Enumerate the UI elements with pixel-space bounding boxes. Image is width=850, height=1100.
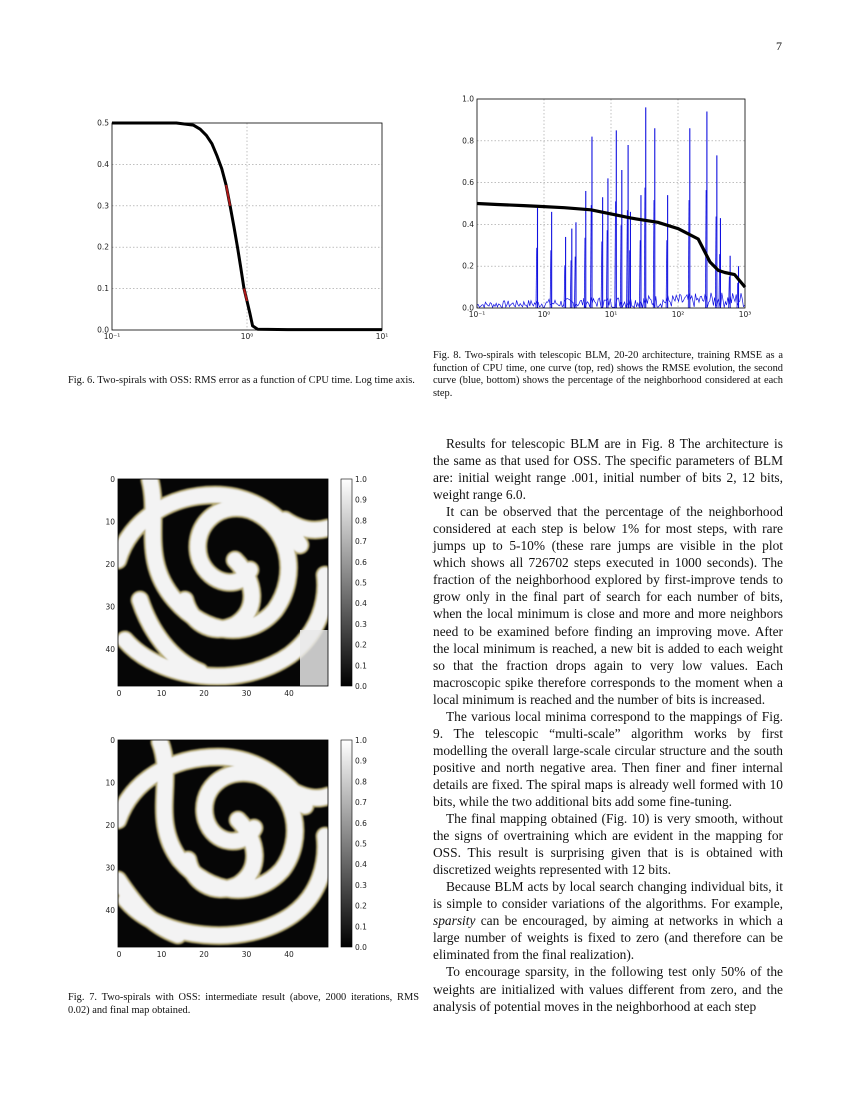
x-tick-label: 40 (284, 950, 294, 959)
colorbar-tick-label: 0.8 (355, 516, 367, 526)
colorbar-tick-label: 0.5 (355, 839, 367, 849)
colorbar-tick-label: 0.7 (355, 798, 367, 808)
y-tick-label: 10 (105, 778, 115, 788)
colorbar-tick-label: 0.4 (355, 860, 367, 870)
paragraph: Because BLM acts by local search changing individual bits, it is simple to consider variations of the algorithms. For example, sparsity can be encouraged, by aiming at networks in which a large number of weights is fixed to zero (and therefore can be eliminated from the final realization). (433, 879, 783, 963)
fig6-caption: Fig. 6. Two-spirals with OSS: RMS error as a function of CPU time. Log time axis. (68, 375, 415, 386)
colorbar-tick-label: 0.0 (355, 682, 367, 691)
y-tick-label: 1.0 (462, 94, 474, 104)
colorbar-tick-label: 0.5 (355, 578, 367, 588)
colorbar-tick-label: 0.9 (355, 756, 367, 766)
colorbar-tick-label: 0.1 (355, 922, 367, 932)
x-tick-label: 10 (156, 950, 167, 959)
y-tick-label: 40 (105, 906, 115, 915)
paragraph: To encourage sparsity, in the following test only 50% of the weights are initialized with values different from zero, and the analysis of potential moves in the neighborhood at each step (433, 964, 783, 1014)
fig7-map-bottom (118, 740, 328, 947)
y-tick-label: 0.3 (97, 201, 109, 211)
x-tick-label: 0 (116, 950, 122, 959)
colorbar-tick-label: 0.4 (355, 599, 367, 609)
y-tick-label: 0.0 (97, 325, 109, 335)
x-tick-label: 20 (199, 950, 209, 959)
colorbar-tick-label: 0.6 (355, 557, 367, 567)
y-tick-label: 0.6 (462, 178, 474, 188)
y-tick-label: 20 (105, 560, 115, 569)
colorbar-tick-label: 0.8 (355, 777, 367, 787)
y-tick-label: 0.5 (97, 118, 109, 128)
y-tick-label: 0.2 (462, 261, 474, 271)
x-tick-label: 10 (156, 689, 167, 698)
colorbar-tick-label: 0.0 (355, 943, 367, 952)
x-tick-label: 0 (116, 689, 122, 698)
fig7-colorbar-bottom (341, 740, 352, 947)
fig8-caption: Fig. 8. Two-spirals with telescopic BLM, 20-20 architecture, training RMSE as a function of CPU time, one curve (top, red) shows the RMSE evolution, the second curve (blue, bottom) shows the percentage of the neighborhood considered at each step. (433, 350, 783, 399)
y-tick-label: 10 (105, 517, 115, 527)
colorbar-tick-label: 0.2 (355, 640, 367, 650)
paragraph: The various local minima correspond to the mappings of Fig. 9. The telescopic “multi-scale” algorithm works by first modelling the overall large-scale circular structure and the south positive and north negative area. Then finer and finer internal details are fixed. The spiral maps is already well formed with 10 bits, while the two additional bits add some fine-tuning. (433, 708, 783, 809)
colorbar-tick-label: 0.3 (355, 619, 367, 629)
y-tick-label: 0.2 (97, 242, 109, 252)
y-tick-label: 0 (110, 736, 115, 745)
x-tick-label: 10⁰ (240, 332, 254, 341)
body-text-column (433, 435, 783, 1015)
colorbar-tick-label: 1.0 (355, 736, 367, 745)
page-number: 7 (776, 39, 782, 53)
y-tick-label: 30 (105, 863, 115, 873)
y-tick-label: 0.8 (462, 136, 474, 146)
colorbar-tick-label: 0.7 (355, 537, 367, 547)
fig7-map-top (118, 479, 328, 686)
colorbar-tick-label: 0.6 (355, 818, 367, 828)
y-tick-label: 0.0 (462, 303, 474, 313)
x-tick-label: 40 (284, 689, 294, 698)
x-tick-label: 30 (241, 950, 252, 959)
x-tick-label: 10¹ (375, 332, 389, 341)
x-tick-label: 10¹ (604, 310, 618, 319)
y-tick-label: 0.4 (97, 159, 109, 169)
colorbar-tick-label: 0.1 (355, 661, 367, 671)
y-tick-label: 20 (105, 821, 115, 830)
paragraph: The final mapping obtained (Fig. 10) is very smooth, without the signs of overtraining which are evident in the mapping for OSS. This result is surprising given that is is obtained with discretized weights represented with 12 bits. (433, 811, 783, 878)
y-tick-label: 30 (105, 602, 115, 612)
y-tick-label: 0 (110, 475, 115, 484)
y-tick-label: 0.1 (97, 284, 109, 294)
colorbar-tick-label: 0.2 (355, 901, 367, 911)
colorbar-tick-label: 1.0 (355, 475, 367, 484)
x-tick-label: 10² (671, 310, 685, 319)
colorbar-tick-label: 0.9 (355, 495, 367, 505)
y-tick-label: 40 (105, 645, 115, 654)
paragraph: It can be observed that the percentage of the neighborhood considered at each step is below 1% for most steps, with rare jumps up to 5-10% (these rare jumps are visible in the plot which shows all 726702 steps executed in 1000 seconds). The fraction of the neighborhood explored by first-improve tends to grow only in the final part of search for each number of bits, when the local minimum is close and more and more neighbors need to be examined before finding an improving move. After the local minimum is reached, a new bit is added to each weight so that the fraction drops again to very low values. Each macroscopic spike therefore corresponds to the moment when a local minimum is reached and the number of bits is increased. (433, 504, 783, 707)
x-tick-label: 10⁻¹ (103, 332, 121, 341)
x-tick-label: 10³ (738, 310, 752, 319)
x-tick-label: 10⁰ (537, 310, 551, 319)
fig7-caption: Fig. 7. Two-spirals with OSS: intermediate result (above, 2000 iterations, RMS 0.02) and final map obtained. (68, 992, 419, 1016)
y-tick-label: 0.4 (462, 219, 474, 229)
x-tick-label: 30 (241, 689, 252, 698)
x-tick-label: 10⁻¹ (468, 310, 486, 319)
x-tick-label: 20 (199, 689, 209, 698)
paragraph: Results for telescopic BLM are in Fig. 8 The architecture is the same as that used for OSS. The specific parameters of BLM are: initial weight range .001, initial number of bits 2, 12 bits, weight range 6.0. (433, 436, 783, 503)
fig7-colorbar-top (341, 479, 352, 686)
colorbar-tick-label: 0.3 (355, 880, 367, 890)
